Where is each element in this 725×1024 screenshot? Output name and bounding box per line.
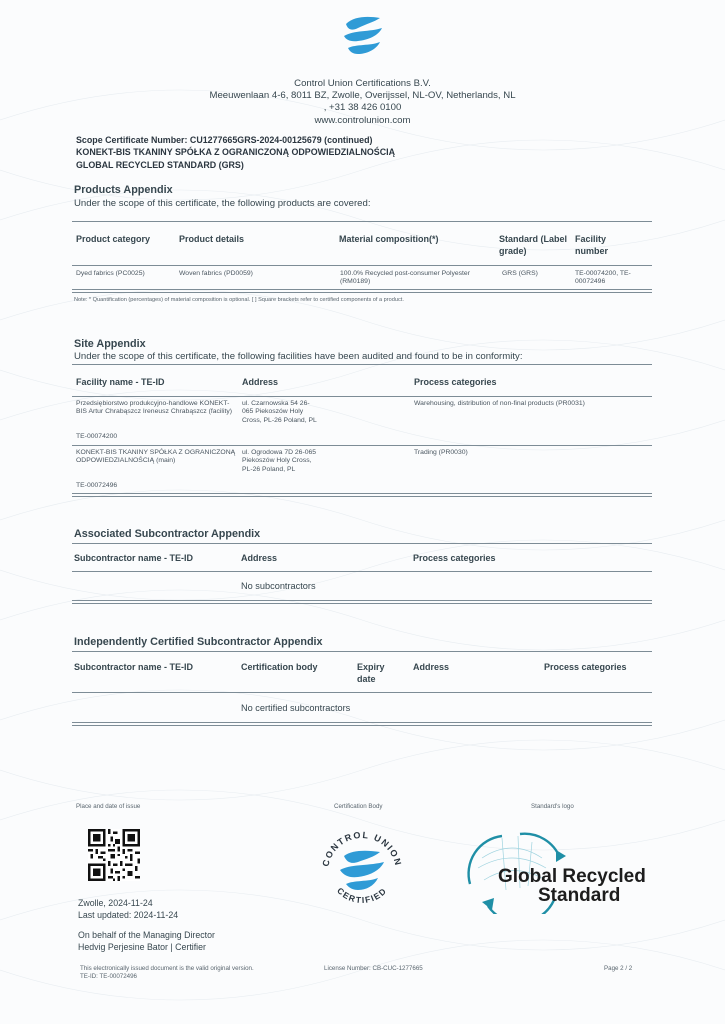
site-appendix-title: Site Appendix [74,338,146,350]
products-appendix-subtitle: Under the scope of this certificate, the following products are covered: [74,198,371,209]
issuer-name: Control Union Certifications B.V. [294,78,431,89]
cell-process: Trading (PR0030) [414,449,468,456]
col-product-category: Product category [76,234,151,244]
certification-body-label: Certification Body [334,803,383,810]
issuer-phone: , +31 38 426 0100 [323,102,402,114]
on-behalf-text: On behalf of the Managing Director [78,930,215,940]
place-date-label: Place and date of issue [76,803,141,810]
divider [72,571,652,572]
divider [72,445,652,446]
validity-note: This electronically issued document is the valid original version. [80,965,254,972]
standard-name: GLOBAL RECYCLED STANDARD (GRS) [76,159,244,170]
grs-line2: Standard [538,885,621,906]
divider [72,651,652,652]
col-subcontractor-name: Subcontractor name - TE-ID [74,553,194,563]
divider [72,289,652,290]
divider [72,543,652,544]
col-material-composition: Material composition(*) [339,234,439,244]
divider [72,603,652,604]
divider [72,692,652,693]
cell-composition: 100.0% Recycled post-consumer Polyester (RM0189) [340,270,470,286]
cell-address: ul. Ogrodowa 7D 26-065 Piekoszów Holy Cross, PL-26 Poland, PL [242,449,317,473]
divider [72,265,652,266]
cell-facility-name: KONEKT-BIS TKANINY SPÓŁKA Z OGRANICZONĄ ODPOWIEDZIALNOŚCIĄ (main) [76,449,236,465]
divider [72,722,652,723]
issuer-address: Meeuwenlaan 4-6, 8011 BZ, Zwolle, Overijssel, NL-OV, Netherlands, NL [209,90,516,102]
col-address: Address [242,377,279,387]
control-union-wave-logo [340,14,386,58]
col-address: Address [413,662,450,672]
divider [72,600,652,601]
cell-facility: TE-00074200, TE-00072496 [575,270,631,286]
cell-address: ul. Czarnowska 54 26-065 Piekoszów Holy Cross, PL-26 Poland, PL [242,400,317,424]
certifier-name: Hedvig Perjesine Bator | Certifier [78,942,206,952]
page-number: Page 2 / 2 [604,965,633,972]
global-recycled-standard-logo [462,828,662,914]
independent-appendix-title: Independently Certified Subcontractor Appendix [74,636,323,648]
products-appendix-title: Products Appendix [74,184,173,196]
divider [72,292,652,293]
seal-top-text: CONTROL UNION [320,829,404,868]
company-name: KONEKT-BIS TKANINY SPÓŁKA Z OGRANICZONĄ ODPOWIEDZIALNOŚCIĄ [76,147,396,158]
col-standard: Standard (Label grade) [499,234,568,256]
scope-block [76,134,395,171]
cell-facility-te-id: TE-00074200 [76,433,118,440]
cell-process: Warehousing, distribution of non-final products (PR0031) [414,400,585,407]
subcontractor-appendix-title: Associated Subcontractor Appendix [74,528,261,540]
col-address: Address [241,553,278,563]
col-facility-name: Facility name - TE-ID [76,377,165,387]
standard-logo-label: Standard's logo [531,803,574,810]
col-product-details: Product details [179,234,245,244]
control-union-certified-seal [314,824,410,914]
col-process-categories: Process categories [414,377,497,387]
composition-note: Note: * Quantification (percentages) of material composition is optional. [ ] Square brackets refer to certified components of a product. [74,297,404,303]
col-subcontractor-name: Subcontractor name - TE-ID [74,662,194,672]
qr-code [88,829,140,881]
col-certification-body: Certification body [241,662,318,672]
svg-text:CONTROL UNION [320,830,403,868]
issue-place-date: Zwolle, 2024-11-24 [78,898,153,908]
cell-facility-name: Przedsiębiorstwo produkcyjno-handlowe KONEKT-BIS Artur Chrabąszcz Ireneusz Chrabąszcz (facility) [76,400,233,416]
divider [72,496,652,497]
col-expiry-date: Expiry date [357,662,385,684]
footer-te-id: TE-ID: TE-00072496 [80,973,137,980]
empty-subcontractors: No subcontractors [241,581,316,591]
last-updated: Last updated: 2024-11-24 [78,910,179,920]
col-facility-number: Facility number [575,234,609,256]
col-process-categories: Process categories [544,662,627,672]
divider [72,364,652,365]
cell-facility-te-id: TE-00072496 [76,482,118,489]
divider [72,396,652,397]
license-number: License Number: CB-CUC-1277665 [324,965,423,972]
issuer-website: www.controlunion.com [314,114,411,126]
issuer-address-block [0,78,725,127]
cell-category: Dyed fabrics (PC0025) [76,270,145,277]
empty-certified-subcontractors: No certified subcontractors [241,703,351,713]
seal-bottom-text: CERTIFIED [335,885,389,906]
cell-details: Woven fabrics (PD0059) [179,270,253,277]
divider [72,221,652,222]
site-appendix-subtitle: Under the scope of this certificate, the following facilities have been audited and found to be in conformity: [74,351,523,362]
divider [72,493,652,494]
grs-line1: Global Recycled [498,866,646,887]
certificate-number: Scope Certificate Number: CU1277665GRS-2024-00125679 (continued) [76,135,373,145]
cell-standard: GRS (GRS) [502,270,538,277]
col-process-categories: Process categories [413,553,496,563]
divider [72,725,652,726]
